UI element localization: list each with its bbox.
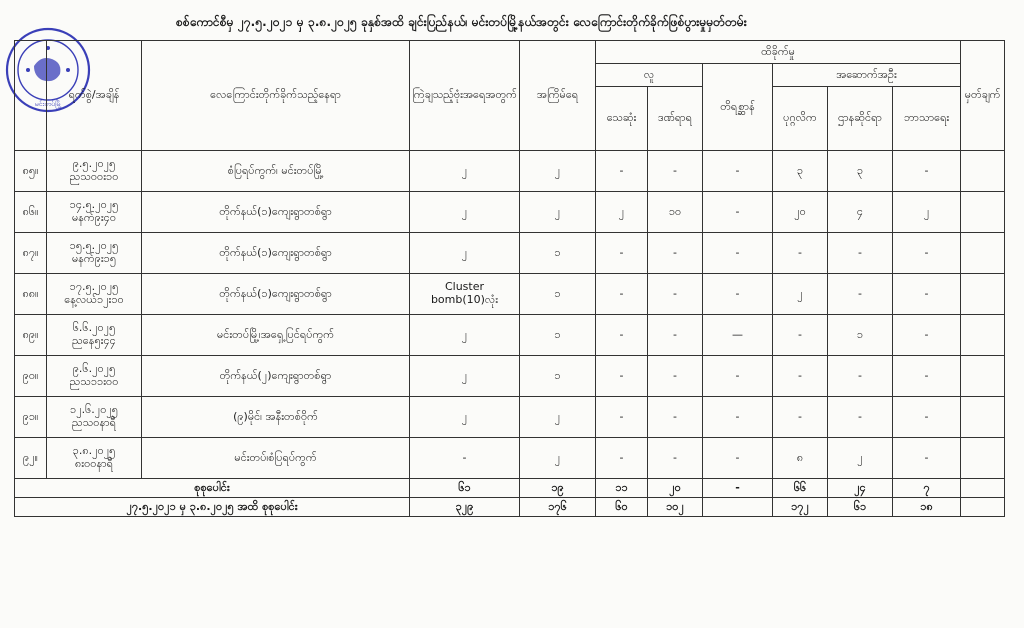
row-time: ညသ၁၁း၀၀ — [69, 375, 119, 388]
header-human: လူ — [596, 64, 703, 87]
row-bombs: ၂ — [410, 233, 520, 274]
row-datetime — [47, 274, 142, 315]
row-remark — [961, 274, 1005, 315]
row-remark — [961, 356, 1005, 397]
row-remark — [961, 233, 1005, 274]
row-time: ညသ၀နာရီ — [72, 416, 116, 429]
row-public: - — [828, 356, 893, 397]
row-injured: - — [648, 356, 703, 397]
grand-total-row — [15, 498, 1005, 517]
airstrike-record-table — [14, 40, 1005, 517]
row-date: ၁၂.၆.၂၀၂၅ — [70, 403, 118, 417]
row-injured: - — [648, 397, 703, 438]
row-public: ၃ — [828, 151, 893, 192]
total-public: ၂၄ — [828, 479, 893, 498]
document-title: စစ်ကောင်စီမှ ၂၇.၅.၂၀၂၁ မှ ၃.၈.၂၀၂၅ ခုနှစ်အထိ ချင်းပြည်နယ်၊ မင်းတပ်မြို့နယ်အတွင်း လေကြောင်းတိုက်ခိုက်ဖြစ်ပွားမှုမှတ်တမ်း — [176, 15, 747, 29]
row-public: - — [828, 233, 893, 274]
row-location: တိုက်နယ်(၁)ကျေးရွာတစ်ရွာ — [142, 274, 410, 315]
row-time: မနက်၉း၁၅ — [71, 252, 117, 265]
row-civilian: - — [773, 233, 828, 274]
table-row — [15, 233, 1005, 274]
grand-total-religious: ၁၈ — [893, 498, 961, 517]
row-datetime — [47, 233, 142, 274]
table-row — [15, 397, 1005, 438]
table-row — [15, 192, 1005, 233]
row-injured: - — [648, 151, 703, 192]
row-injured: - — [648, 315, 703, 356]
row-civilian: ၂၀ — [773, 192, 828, 233]
row-datetime — [47, 151, 142, 192]
row-religious: - — [893, 151, 961, 192]
row-livestock: - — [703, 397, 773, 438]
grand-total-bombs: ၃၂၉ — [410, 498, 520, 517]
row-injured: ၁၀ — [648, 192, 703, 233]
total-bombs: ၆၁ — [410, 479, 520, 498]
row-killed: - — [596, 315, 648, 356]
row-bombs: ၂ — [410, 315, 520, 356]
header-no — [15, 41, 47, 151]
row-time: မနက်၉း၄၀ — [71, 211, 117, 224]
row-location: မင်းတပ်၊စံပြရပ်ကွက် — [142, 438, 410, 479]
total-sorties: ၁၉ — [520, 479, 596, 498]
row-killed: - — [596, 274, 648, 315]
grand-total-civilian: ၁၇၂ — [773, 498, 828, 517]
row-number: ၈၇။ — [15, 233, 47, 274]
total-row — [15, 479, 1005, 498]
row-remark — [961, 151, 1005, 192]
row-livestock: — — [703, 315, 773, 356]
header-remark: မှတ်ချက် — [961, 41, 1005, 151]
row-remark — [961, 192, 1005, 233]
row-civilian: ၃ — [773, 151, 828, 192]
row-livestock: - — [703, 192, 773, 233]
table-row — [15, 438, 1005, 479]
row-religious: - — [893, 233, 961, 274]
row-sorties: ၁ — [520, 315, 596, 356]
row-location: မင်းတပ်မြို့၊အရှေ့ပြင်ရပ်ကွက် — [142, 315, 410, 356]
header-row-1 — [15, 41, 1005, 64]
row-religious: - — [893, 274, 961, 315]
table-row — [15, 315, 1005, 356]
row-location: တိုက်နယ်(၁)ကျေးရွာတစ်ရွာ — [142, 233, 410, 274]
total-remark — [961, 479, 1005, 498]
grand-total-remark — [961, 498, 1005, 517]
row-sorties: ၁ — [520, 274, 596, 315]
grand-total-public: ၆၁ — [828, 498, 893, 517]
total-injured: ၂၀ — [648, 479, 703, 498]
row-sorties: ၂ — [520, 192, 596, 233]
svg-text:မင်းတပ်မြို့: မင်းတပ်မြို့ — [34, 100, 62, 108]
row-killed: - — [596, 233, 648, 274]
row-public: ၁ — [828, 315, 893, 356]
row-public: - — [828, 397, 893, 438]
row-time: ညသ၀၀း၁၀ — [69, 170, 119, 183]
header-killed: သေဆုံး — [596, 87, 648, 151]
row-datetime — [47, 315, 142, 356]
row-date: ၁၇.၅.၂၀၂၅ — [69, 280, 119, 294]
row-religious: - — [893, 315, 961, 356]
row-killed: - — [596, 151, 648, 192]
row-number: ၈၉။ — [15, 315, 47, 356]
header-location: လေကြောင်းတိုက်ခိုက်သည့်နေရာ — [142, 41, 410, 151]
row-civilian: ၂ — [773, 274, 828, 315]
row-civilian: ၈ — [773, 438, 828, 479]
row-bombs: ၂ — [410, 151, 520, 192]
row-bombs: ၂ — [410, 356, 520, 397]
total-livestock: - — [703, 479, 773, 498]
row-date: ၁၄.၅.၂၀၂၅ — [69, 198, 119, 212]
grand-total-livestock — [703, 498, 773, 517]
row-remark — [961, 315, 1005, 356]
total-label: စုစုပေါင်း — [15, 479, 410, 498]
row-religious: - — [893, 438, 961, 479]
header-datetime: ရက်စွဲ/အချိန် — [47, 41, 142, 151]
header-civilian: ပုဂ္ဂလိက — [773, 87, 828, 151]
row-date: ၁၅.၅.၂၀၂၅ — [69, 239, 119, 253]
header-livestock: တိရစ္ဆာန် — [703, 64, 773, 151]
header-sorties: အကြိမ်ရေ — [520, 41, 596, 151]
row-date: ၃.၈.၂၀၂၅ — [72, 444, 116, 458]
row-number: ၈၅။ — [15, 151, 47, 192]
row-bombs: ၂ — [410, 192, 520, 233]
row-civilian: - — [773, 356, 828, 397]
table-row — [15, 356, 1005, 397]
row-injured: - — [648, 438, 703, 479]
table-row — [15, 151, 1005, 192]
row-injured: - — [648, 233, 703, 274]
row-number: ၈၆။ — [15, 192, 47, 233]
row-location: စံပြရပ်ကွက်၊ မင်းတပ်မြို့ — [142, 151, 410, 192]
row-datetime — [47, 356, 142, 397]
row-killed: - — [596, 438, 648, 479]
grand-total-injured: ၁၀၂ — [648, 498, 703, 517]
row-number: ၉၀။ — [15, 356, 47, 397]
row-bombs: - — [410, 438, 520, 479]
row-date: ၆.၆.၂၀၂၅ — [72, 321, 116, 335]
row-time: နေ့လယ်၁၂း၁၀ — [64, 293, 124, 306]
row-religious: ၂ — [893, 192, 961, 233]
total-killed: ၁၁ — [596, 479, 648, 498]
row-sorties: ၂ — [520, 151, 596, 192]
row-public: ၂ — [828, 438, 893, 479]
row-location: (၉)မိုင်၊ အနီးတစ်ဝိုက် — [142, 397, 410, 438]
header-bomb-count: ကြဲချသည့်ဗုံးအရေအတွက် — [410, 41, 520, 151]
row-time: ညနေ၅း၄၄ — [72, 334, 116, 347]
row-datetime — [47, 438, 142, 479]
row-religious: - — [893, 397, 961, 438]
row-civilian: - — [773, 315, 828, 356]
header-public: ဌာနဆိုင်ရာ — [828, 87, 893, 151]
row-remark — [961, 438, 1005, 479]
total-religious: ၇ — [893, 479, 961, 498]
header-injured: ဒဏ်ရာရ — [648, 87, 703, 151]
grand-total-label: ၂၇.၅.၂၀၂၁ မှ ၃.၈.၂၀၂၅ အထိ စုစုပေါင်း — [15, 498, 410, 517]
row-date: ၉.၆.၂၀၂၅ — [72, 362, 116, 376]
header-buildings: အဆောက်အဦး — [773, 64, 961, 87]
row-livestock: - — [703, 438, 773, 479]
row-time: ၈း၀၀နာရီ — [75, 457, 113, 470]
row-number: ၈၈။ — [15, 274, 47, 315]
row-injured: - — [648, 274, 703, 315]
total-civilian: ၆၆ — [773, 479, 828, 498]
row-number: ၉၂။ — [15, 438, 47, 479]
row-killed: - — [596, 356, 648, 397]
row-sorties: ၁ — [520, 233, 596, 274]
row-killed: - — [596, 397, 648, 438]
row-bombs: Cluster bomb(10)လုံး — [410, 274, 520, 315]
row-sorties: ၂ — [520, 397, 596, 438]
row-livestock: - — [703, 233, 773, 274]
row-public: - — [828, 274, 893, 315]
row-killed: ၂ — [596, 192, 648, 233]
row-religious: - — [893, 356, 961, 397]
row-livestock: - — [703, 356, 773, 397]
row-bombs: ၂ — [410, 397, 520, 438]
row-datetime — [47, 397, 142, 438]
row-datetime — [47, 192, 142, 233]
row-sorties: ၂ — [520, 438, 596, 479]
row-number: ၉၁။ — [15, 397, 47, 438]
row-livestock: - — [703, 151, 773, 192]
header-religious: ဘာသာရေး — [893, 87, 961, 151]
row-remark — [961, 397, 1005, 438]
row-date: ၉.၅.၂၀၂၅ — [72, 157, 116, 171]
row-location: တိုက်နယ်(၂)ကျေးရွာတစ်ရွာ — [142, 356, 410, 397]
header-damage: ထိခိုက်မှု — [596, 41, 961, 64]
grand-total-sorties: ၁၇၆ — [520, 498, 596, 517]
row-sorties: ၁ — [520, 356, 596, 397]
row-livestock: - — [703, 274, 773, 315]
row-public: ၄ — [828, 192, 893, 233]
row-civilian: - — [773, 397, 828, 438]
table-row — [15, 274, 1005, 315]
grand-total-killed: ၆၀ — [596, 498, 648, 517]
row-location: တိုက်နယ်(၁)ကျေးရွာတစ်ရွာ — [142, 192, 410, 233]
